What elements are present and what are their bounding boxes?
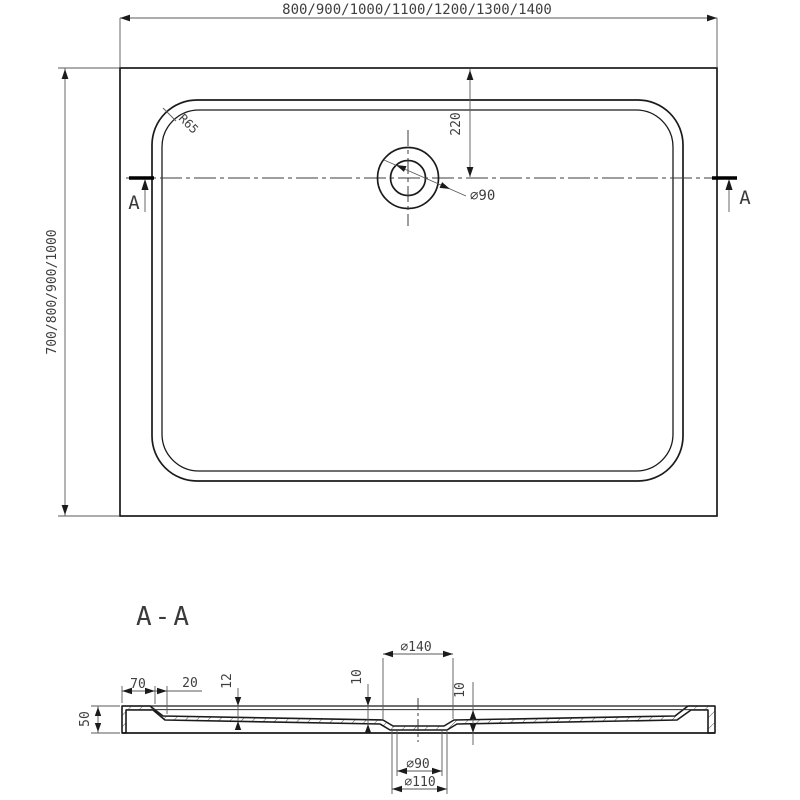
dim-rim-flat-label: 70 bbox=[130, 677, 146, 692]
dim-corner-radius-label: R65 bbox=[175, 111, 202, 137]
dim-basin-depth-label: 12 bbox=[220, 673, 235, 689]
dim-depth-label: 700/800/900/1000 bbox=[45, 229, 60, 355]
dim-rim-slope-label: 20 bbox=[182, 676, 198, 691]
dim-width-label: 800/900/1000/1100/1200/1300/1400 bbox=[282, 2, 552, 18]
section-title: A-A bbox=[136, 602, 192, 632]
section-marker-left-label: A bbox=[128, 192, 140, 214]
section-marker-right-label: A bbox=[739, 187, 751, 209]
dim-drain-hole-diameter-label: ⌀90 bbox=[406, 757, 430, 772]
dim-flange-diameter-label: ⌀140 bbox=[400, 640, 432, 655]
dim-tray-height-label: 50 bbox=[78, 711, 93, 727]
dim-drain-diameter-label: ⌀90 bbox=[470, 188, 496, 204]
dim-drain-offset-label: 220 bbox=[449, 112, 464, 136]
dim-drain-depth-right-label: 10 bbox=[453, 682, 468, 698]
dim-drain-depth-left-label: 10 bbox=[350, 669, 365, 685]
dim-outlet-diameter-label: ⌀110 bbox=[404, 775, 436, 790]
